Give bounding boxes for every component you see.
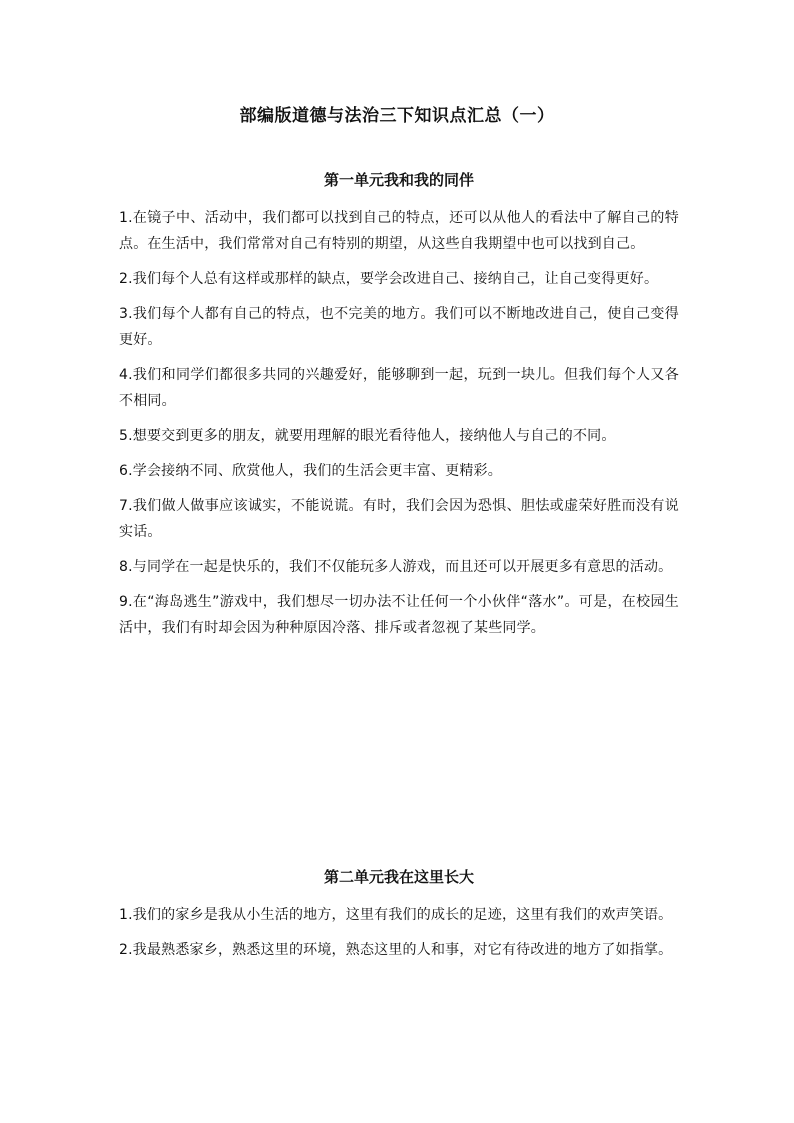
- knowledge-item: 8.与同学在一起是快乐的，我们不仅能玩多人游戏，而且还可以开展更多有意思的活动。: [119, 559, 673, 575]
- knowledge-item: 9.在“海岛逃生”游戏中，我们想尽一切办法不让任何一个小伙伴“落水”。可是，在校园生活中，我们有时却会因为种种原因冷落、排斥或者忽视了某些同学。: [119, 594, 679, 636]
- knowledge-item: 2.我们每个人总有这样或那样的缺点，要学会改进自己、接纳自己，让自己变得更好。: [119, 271, 659, 287]
- section-unit-2: [119, 866, 679, 972]
- knowledge-item: 1.在镜子中、活动中，我们都可以找到自己的特点，还可以从他人的看法中了解自己的特点。在生活中，我们常常对自己有特别的期望，从这些自我期望中也可以找到自己。: [119, 210, 679, 252]
- knowledge-list: [119, 902, 679, 963]
- knowledge-item: 1.我们的家乡是我从小生活的地方，这里有我们的成长的足迹，这里有我们的欢声笑语。: [119, 907, 673, 923]
- document-title: 部编版道德与法治三下知识点汇总（一）: [239, 106, 555, 126]
- knowledge-item: 5.想要交到更多的朋友，就要用理解的眼光看待他人，接纳他人与自己的不同。: [119, 428, 616, 444]
- knowledge-item: 3.我们每个人都有自己的特点，也不完美的地方。我们可以不断地改进自己，使自己变得更好。: [119, 306, 679, 348]
- knowledge-list: [119, 205, 679, 641]
- section-heading: 第二单元我在这里长大: [323, 868, 474, 886]
- knowledge-item: 7.我们做人做事应该诚实，不能说谎。有时，我们会因为恐惧、胆怯或虚荣好胜而没有说实话。: [119, 498, 679, 540]
- section-heading: 第一单元我和我的同伴: [323, 171, 474, 189]
- knowledge-item: 4.我们和同学们都很多共同的兴趣爱好，能够聊到一起，玩到一块儿。但我们每个人又各不相同。: [119, 367, 679, 409]
- section-unit-1: [119, 169, 679, 650]
- knowledge-item: 2.我最熟悉家乡，熟悉这里的环境，熟态这里的人和事，对它有待改进的地方了如指掌。: [119, 942, 673, 958]
- knowledge-item: 6.学会接纳不同、欣赏他人，我们的生活会更丰富、更精彩。: [119, 463, 502, 479]
